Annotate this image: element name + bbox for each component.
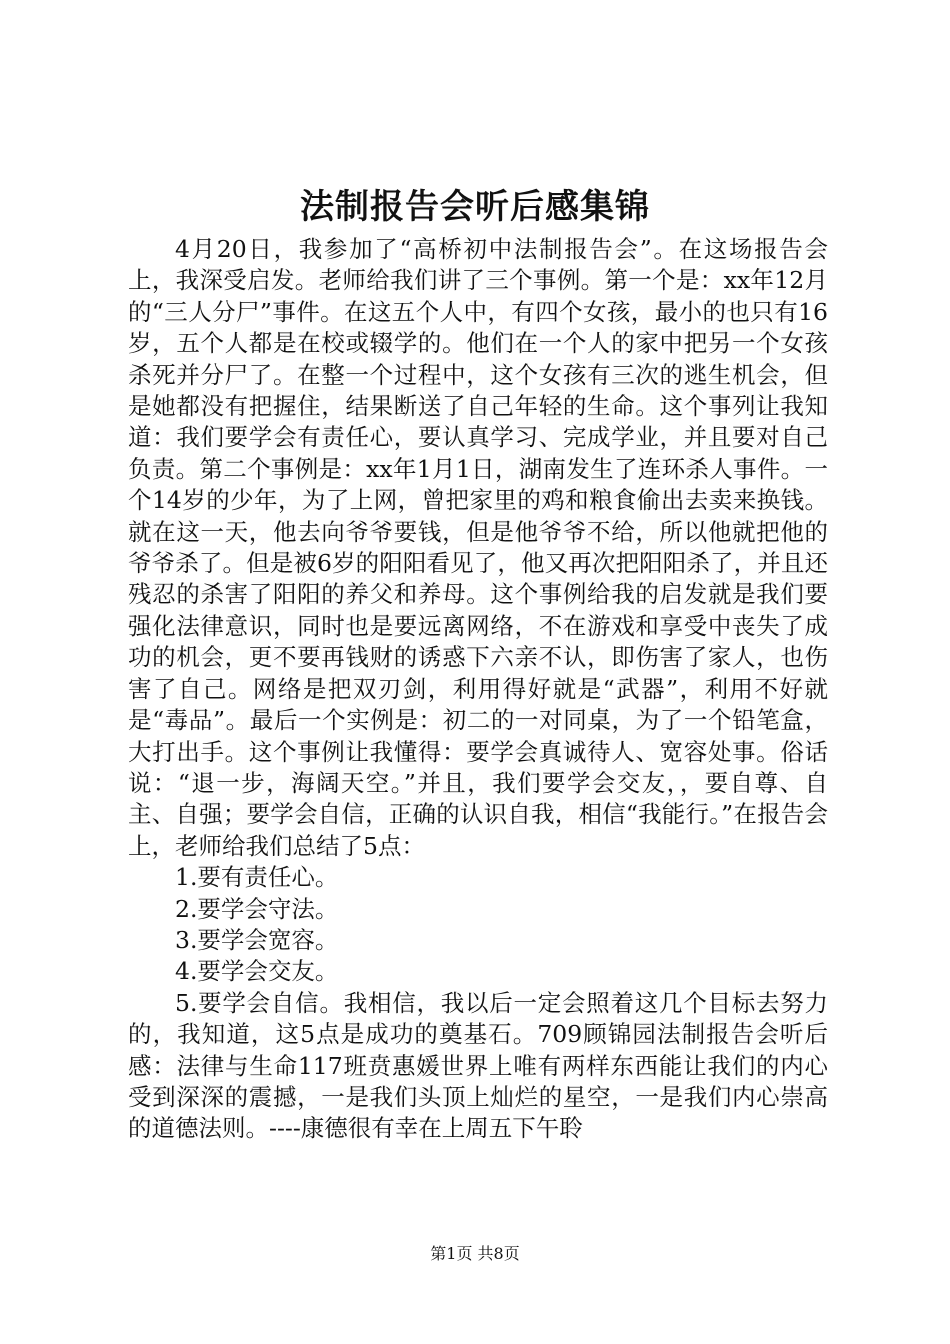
document-body bbox=[128, 234, 828, 1145]
list-item: 1.要有责任心。 bbox=[175, 863, 339, 892]
document-title: 法制报告会听后感集锦 bbox=[300, 187, 650, 227]
list-item: 3.要学会宽容。 bbox=[175, 925, 339, 954]
list-item: 2.要学会守法。 bbox=[175, 894, 339, 923]
page-footer: 第1页 共8页 bbox=[430, 1244, 520, 1263]
body-paragraph: 4月20日，我参加了“高桥初中法制报告会”。在这场报告会上，我深受启发。老师给我们讲了三个事例。第一个是：xx年12月的“三人分尸”事件。在这五个人中，有四个女孩，最小的也只有16岁，五个人都是在校或辍学的。他们在一个人的家中把另一个女孩杀死并分尸了。在整一个过程中，这个女孩有三次的逃生机会，但是她都没有把握住，结果断送了自己年轻的生命。这个事列让我知道：我们要学会有责任心，要认真学习、完成学业，并且要对自己负责。第二个事例是：xx年1月1日，湖南发生了连环杀人事件。一个14岁的少年，为了上网，曾把家里的鸡和粮食偷出去卖来换钱。就在这一天，他去向爷爷要钱，但是他爷爷不给，所以他就把他的爷爷杀了。但是被6岁的阳阳看见了，他又再次把阳阳杀了，并且还残忍的杀害了阳阳的养父和养母。这个事例给我的启发就是我们要强化法律意识，同时也是要远离网络，不在游戏和享受中丧失了成功的机会，更不要再钱财的诱惑下六亲不认，即伤害了家人，也伤害了自己。网络是把双刃剑，利用得好就是“武器”，利用不好就是“毒品”。最后一个实例是：初二的一对同桌，为了一个铅笔盒，大打出手。这个事例让我懂得：要学会真诚待人、宽容处事。俗话说：“退一步，海阔天空。”并且，我们要学会交友，，要自尊、自主、自强；要学会自信，正确的认识自我，相信“我能行。”在报告会上，老师给我们总结了5点： bbox=[128, 235, 828, 860]
list-item: 4.要学会交友。 bbox=[175, 957, 339, 986]
body-paragraph: 5.要学会自信。我相信，我以后一定会照着这几个目标去努力的，我知道，这5点是成功的奠基石。709顾锦园法制报告会听后感：法律与生命117班贲惠媛世界上唯有两样东西能让我们的内心受到深深的震撼，一是我们头顶上灿烂的星空，一是我们内心崇高的道德法则。----康德很有幸在上周五下午聆 bbox=[128, 988, 828, 1143]
